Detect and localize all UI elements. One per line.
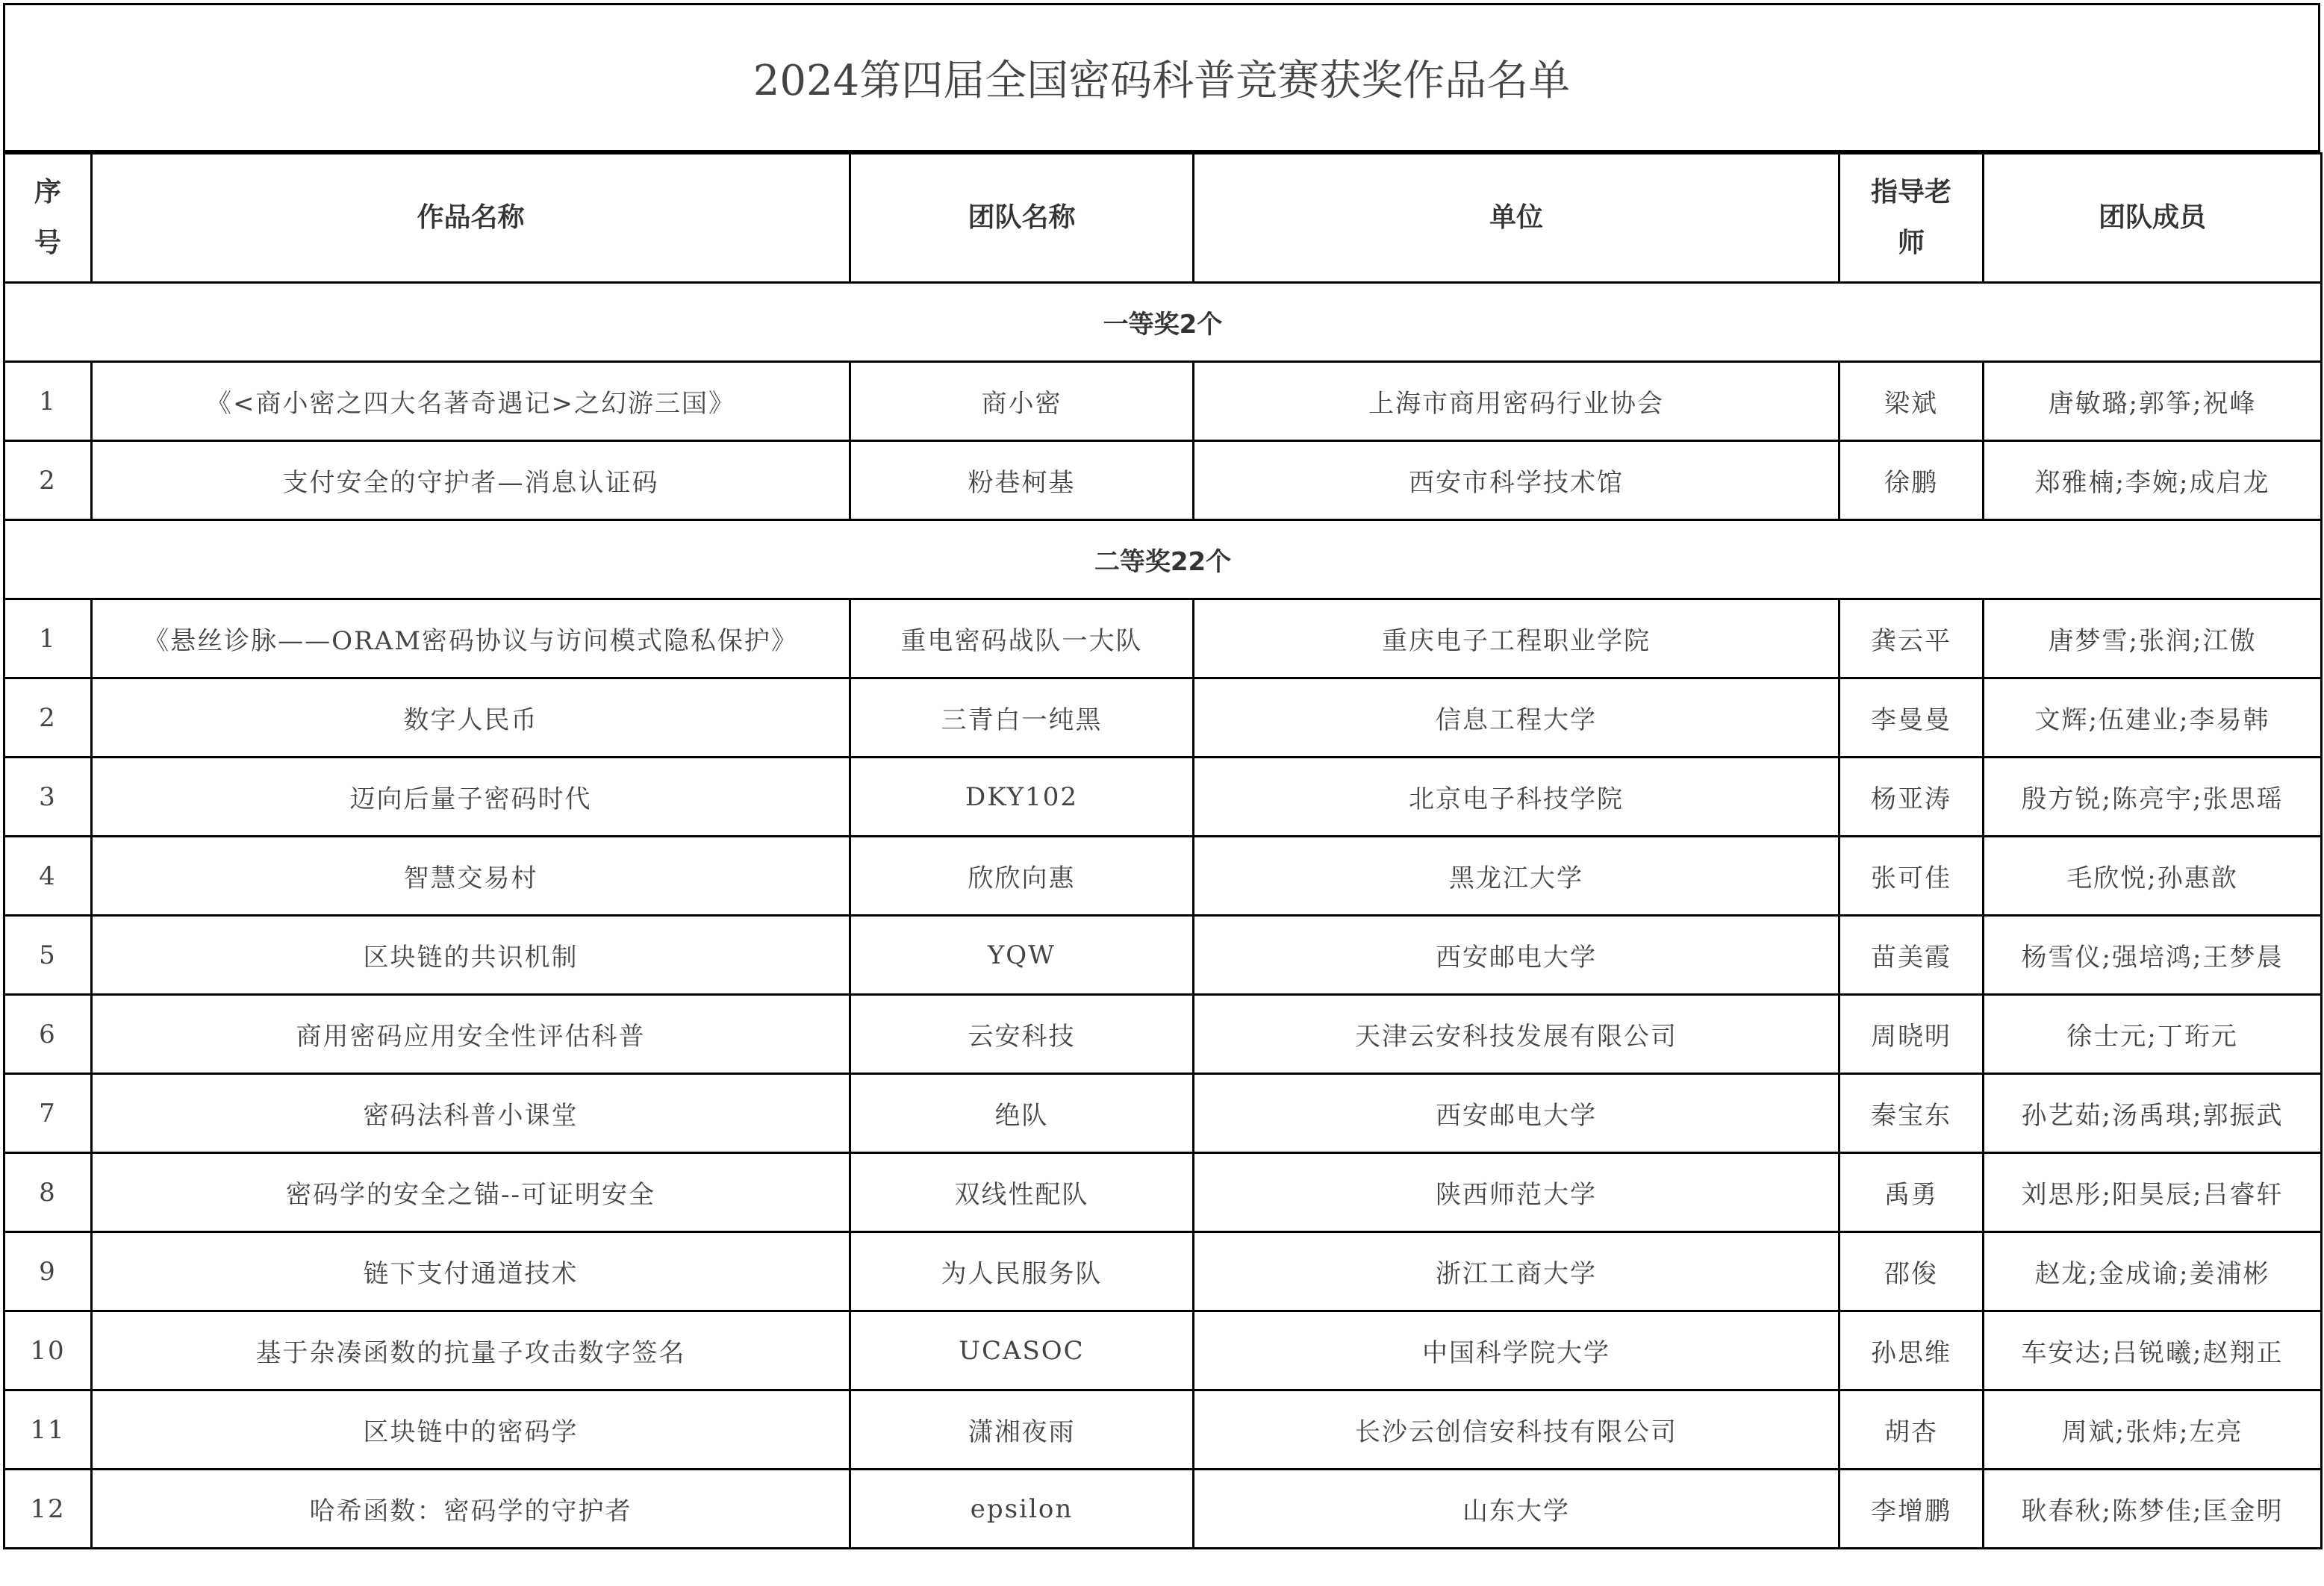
unit-name: 天津云安科技发展有限公司	[1194, 995, 1839, 1074]
row-index: 10	[4, 1311, 92, 1390]
team-members: 周斌;张炜;左亮	[1984, 1390, 2322, 1470]
table-row	[4, 1311, 2322, 1390]
work-title: 《<商小密之四大名著奇遇记>之幻游三国》	[92, 362, 850, 441]
team-name: 重电密码战队一大队	[850, 599, 1194, 678]
work-title: 迈向后量子密码时代	[92, 758, 850, 837]
team-members: 杨雪仪;强培鸿;王梦晨	[1984, 916, 2322, 995]
row-index: 11	[4, 1390, 92, 1470]
header-row	[4, 154, 2322, 283]
advisor-name: 龚云平	[1839, 599, 1984, 678]
team-name: DKY102	[850, 758, 1194, 837]
table-row	[4, 837, 2322, 916]
unit-name: 西安市科学技术馆	[1194, 441, 1839, 520]
team-members: 刘思彤;阳昊辰;吕睿轩	[1984, 1153, 2322, 1232]
team-name: 为人民服务队	[850, 1232, 1194, 1311]
header-advisor-line2: 师	[1897, 228, 1925, 258]
advisor-name: 孙思维	[1839, 1311, 1984, 1390]
advisor-name: 徐鹏	[1839, 441, 1984, 520]
row-index: 4	[4, 837, 92, 916]
team-name: YQW	[850, 916, 1194, 995]
advisor-name: 张可佳	[1839, 837, 1984, 916]
section-row	[4, 520, 2322, 599]
row-index: 2	[4, 441, 92, 520]
team-name: UCASOC	[850, 1311, 1194, 1390]
table-row	[4, 1232, 2322, 1311]
advisor-name: 周晓明	[1839, 995, 1984, 1074]
team-name: 绝队	[850, 1074, 1194, 1153]
unit-name: 重庆电子工程职业学院	[1194, 599, 1839, 678]
row-index: 7	[4, 1074, 92, 1153]
row-index: 9	[4, 1232, 92, 1311]
row-index: 1	[4, 362, 92, 441]
row-index: 2	[4, 678, 92, 758]
advisor-name: 李曼曼	[1839, 678, 1984, 758]
unit-name: 信息工程大学	[1194, 678, 1839, 758]
work-title: 密码学的安全之锚--可证明安全	[92, 1153, 850, 1232]
team-members: 殷方锐;陈亮宇;张思瑶	[1984, 758, 2322, 837]
team-name: 商小密	[850, 362, 1194, 441]
header-index	[4, 154, 92, 283]
header-advisor-line1: 指导老	[1870, 176, 1951, 207]
advisor-name: 胡杏	[1839, 1390, 1984, 1470]
section-label: 二等奖22个	[4, 520, 2322, 599]
award-list-sheet	[3, 3, 2320, 1583]
team-members: 文辉;伍建业;李易韩	[1984, 678, 2322, 758]
work-title: 《悬丝诊脉——ORAM密码协议与访问模式隐私保护》	[92, 599, 850, 678]
table-row	[4, 678, 2322, 758]
unit-name: 西安邮电大学	[1194, 1074, 1839, 1153]
table-row	[4, 758, 2322, 837]
table-row	[4, 1470, 2322, 1549]
page-title: 2024第四届全国密码科普竞赛获奖作品名单	[3, 3, 2320, 152]
advisor-name: 邵俊	[1839, 1232, 1984, 1311]
table-body	[4, 283, 2322, 1549]
header-advisor	[1839, 154, 1984, 283]
work-title: 哈希函数：密码学的守护者	[92, 1470, 850, 1549]
table-row	[4, 1074, 2322, 1153]
advisor-name: 秦宝东	[1839, 1074, 1984, 1153]
team-members: 车安达;吕锐曦;赵翔正	[1984, 1311, 2322, 1390]
team-members: 唐梦雪;张润;江傲	[1984, 599, 2322, 678]
team-name: 双线性配队	[850, 1153, 1194, 1232]
advisor-name: 杨亚涛	[1839, 758, 1984, 837]
unit-name: 山东大学	[1194, 1470, 1839, 1549]
work-title: 链下支付通道技术	[92, 1232, 850, 1311]
table-row	[4, 1390, 2322, 1470]
table-row	[4, 995, 2322, 1074]
work-title: 智慧交易村	[92, 837, 850, 916]
table-row	[4, 1153, 2322, 1232]
team-name: 粉巷柯基	[850, 441, 1194, 520]
work-title: 区块链的共识机制	[92, 916, 850, 995]
header-unit: 单位	[1194, 154, 1839, 283]
header-index-line1: 序	[34, 176, 61, 207]
team-members: 郑雅楠;李婉;成启龙	[1984, 441, 2322, 520]
section-row	[4, 283, 2322, 362]
row-index: 5	[4, 916, 92, 995]
work-title: 基于杂凑函数的抗量子攻击数字签名	[92, 1311, 850, 1390]
team-members: 赵龙;金成谕;姜浦彬	[1984, 1232, 2322, 1311]
row-index: 8	[4, 1153, 92, 1232]
team-name: 云安科技	[850, 995, 1194, 1074]
row-index: 12	[4, 1470, 92, 1549]
header-work: 作品名称	[92, 154, 850, 283]
team-members: 孙艺茹;汤禹琪;郭振武	[1984, 1074, 2322, 1153]
table-row	[4, 362, 2322, 441]
advisor-name: 苗美霞	[1839, 916, 1984, 995]
row-index: 6	[4, 995, 92, 1074]
work-title: 数字人民币	[92, 678, 850, 758]
team-members: 毛欣悦;孙惠歆	[1984, 837, 2322, 916]
header-team: 团队名称	[850, 154, 1194, 283]
unit-name: 长沙云创信安科技有限公司	[1194, 1390, 1839, 1470]
unit-name: 北京电子科技学院	[1194, 758, 1839, 837]
row-index: 1	[4, 599, 92, 678]
advisor-name: 李增鹏	[1839, 1470, 1984, 1549]
team-members: 唐敏璐;郭筝;祝峰	[1984, 362, 2322, 441]
table-row	[4, 916, 2322, 995]
table-row	[4, 441, 2322, 520]
unit-name: 陕西师范大学	[1194, 1153, 1839, 1232]
header-index-line2: 号	[34, 228, 61, 258]
table-row	[4, 599, 2322, 678]
unit-name: 中国科学院大学	[1194, 1311, 1839, 1390]
section-label: 一等奖2个	[4, 283, 2322, 362]
advisor-name: 梁斌	[1839, 362, 1984, 441]
team-members: 徐士元;丁珩元	[1984, 995, 2322, 1074]
work-title: 商用密码应用安全性评估科普	[92, 995, 850, 1074]
unit-name: 上海市商用密码行业协会	[1194, 362, 1839, 441]
header-members: 团队成员	[1984, 154, 2322, 283]
work-title: 密码法科普小课堂	[92, 1074, 850, 1153]
team-name: 欣欣向惠	[850, 837, 1194, 916]
team-members: 耿春秋;陈梦佳;匡金明	[1984, 1470, 2322, 1549]
award-table	[3, 152, 2323, 1549]
unit-name: 黑龙江大学	[1194, 837, 1839, 916]
team-name: 潇湘夜雨	[850, 1390, 1194, 1470]
advisor-name: 禹勇	[1839, 1153, 1984, 1232]
work-title: 区块链中的密码学	[92, 1390, 850, 1470]
unit-name: 浙江工商大学	[1194, 1232, 1839, 1311]
team-name: epsilon	[850, 1470, 1194, 1549]
row-index: 3	[4, 758, 92, 837]
unit-name: 西安邮电大学	[1194, 916, 1839, 995]
work-title: 支付安全的守护者—消息认证码	[92, 441, 850, 520]
team-name: 三青白一纯黑	[850, 678, 1194, 758]
